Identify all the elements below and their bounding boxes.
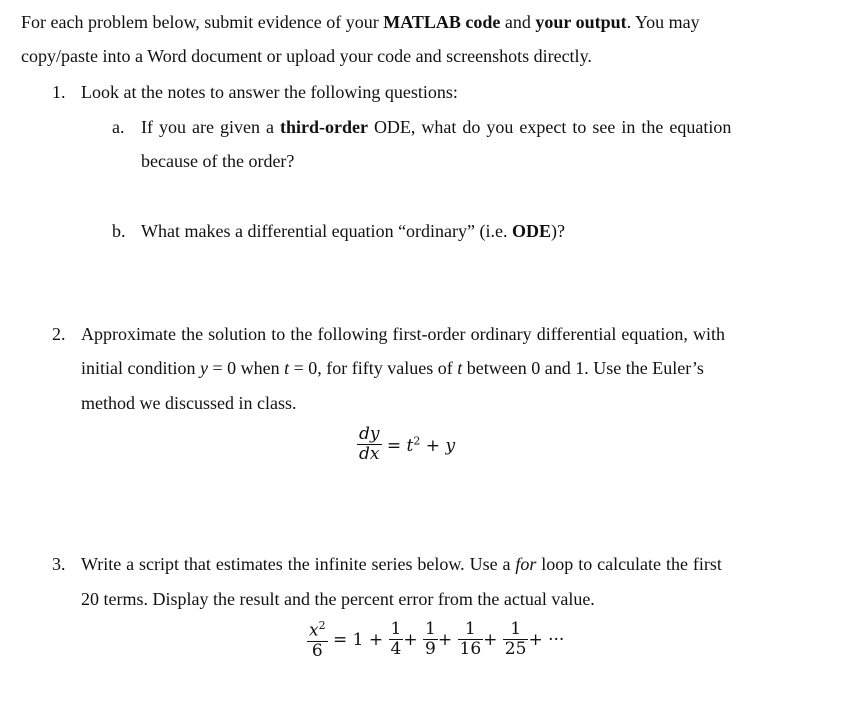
term-numerator: 1 [390, 619, 402, 640]
q2-line-3: method we discussed in class. [81, 393, 297, 413]
q1-number: 1. [52, 82, 66, 102]
q3-italic-for: for [515, 554, 537, 574]
q1a-label: a. [112, 117, 125, 137]
rhs-part: + y [420, 435, 456, 456]
q2-text: = 0 when [208, 358, 285, 378]
rhs-exponent: 2 [413, 433, 421, 447]
q2-number: 2. [52, 324, 66, 344]
q1b-text-c: )? [551, 221, 566, 241]
q3-text: loop to calculate the first [536, 554, 722, 574]
lhs-variable: x [309, 620, 319, 641]
equals-one: = 1 + [333, 630, 384, 651]
q2-text: between 0 and 1. Use the Euler’s [462, 358, 704, 378]
q3-line-1 [81, 554, 722, 575]
dy-dx-fraction [357, 426, 382, 464]
q2-var-y: y [200, 358, 208, 378]
term-denominator: 9 [425, 639, 436, 660]
series-term [389, 621, 404, 659]
q3-number: 3. [52, 554, 66, 574]
term-operator: + ··· [528, 630, 565, 651]
q1b-bold-ode: ODE [512, 221, 552, 241]
intro-line-2: copy/paste into a Word document or upload your code and screenshots directly. [21, 46, 592, 66]
q2-line-1: Approximate the solution to the following first-order ordinary differential equation, with [81, 324, 726, 344]
series-term [458, 621, 484, 659]
intro-text: . You may [626, 12, 700, 32]
q1b-text [141, 221, 565, 242]
term-denominator: 16 [459, 639, 482, 660]
q3-equation [307, 620, 564, 660]
equation-rhs [386, 433, 456, 456]
fraction-denominator: dx [359, 443, 380, 464]
rhs-part: = t [386, 435, 414, 456]
series-term [423, 621, 438, 659]
series-term [503, 621, 529, 659]
q1a-line-1 [141, 117, 731, 138]
intro-line-1 [21, 12, 700, 33]
q2-var-t: t [457, 358, 463, 378]
term-numerator: 1 [458, 621, 484, 640]
lhs-denominator: 6 [311, 640, 323, 661]
q2-equation [357, 426, 455, 464]
q2-line-2 [81, 358, 704, 379]
q2-text: initial condition [81, 358, 200, 378]
q1b-text-a: What makes a differential equation “ordinary” (i.e. [141, 221, 513, 241]
intro-bold-matlab: MATLAB code [383, 12, 501, 32]
term-denominator: 25 [504, 639, 527, 660]
q1-text: Look at the notes to answer the following questions: [81, 82, 458, 102]
q2-var-t: t [284, 358, 290, 378]
q3-text: Write a script that estimates the infinite series below. Use a [81, 554, 516, 574]
q2-text: = 0, for fifty values of [289, 358, 458, 378]
term-numerator: 1 [425, 619, 436, 640]
term-denominator: 4 [390, 639, 402, 660]
intro-bold-output: your output [535, 12, 627, 32]
q1a-text: If you are given a [141, 117, 280, 137]
term-operator: + [483, 630, 498, 651]
lhs-exponent: 2 [318, 619, 326, 632]
term-numerator: 1 [503, 621, 529, 640]
fraction-numerator: dy [359, 424, 380, 444]
q1a-line-2: because of the order? [141, 151, 295, 171]
q3-line-2: 20 terms. Display the result and the percent error from the actual value. [81, 589, 595, 609]
intro-text: For each problem below, submit evidence of your [21, 12, 384, 32]
lhs-fraction [307, 620, 328, 660]
term-operator: + [437, 630, 453, 651]
q1a-text: ODE, what do you expect to see in the equation [367, 117, 732, 137]
term-operator: + [403, 630, 418, 651]
q1b-label: b. [112, 221, 126, 241]
q1a-bold-third-order: third-order [279, 117, 368, 137]
intro-text: and [500, 12, 536, 32]
